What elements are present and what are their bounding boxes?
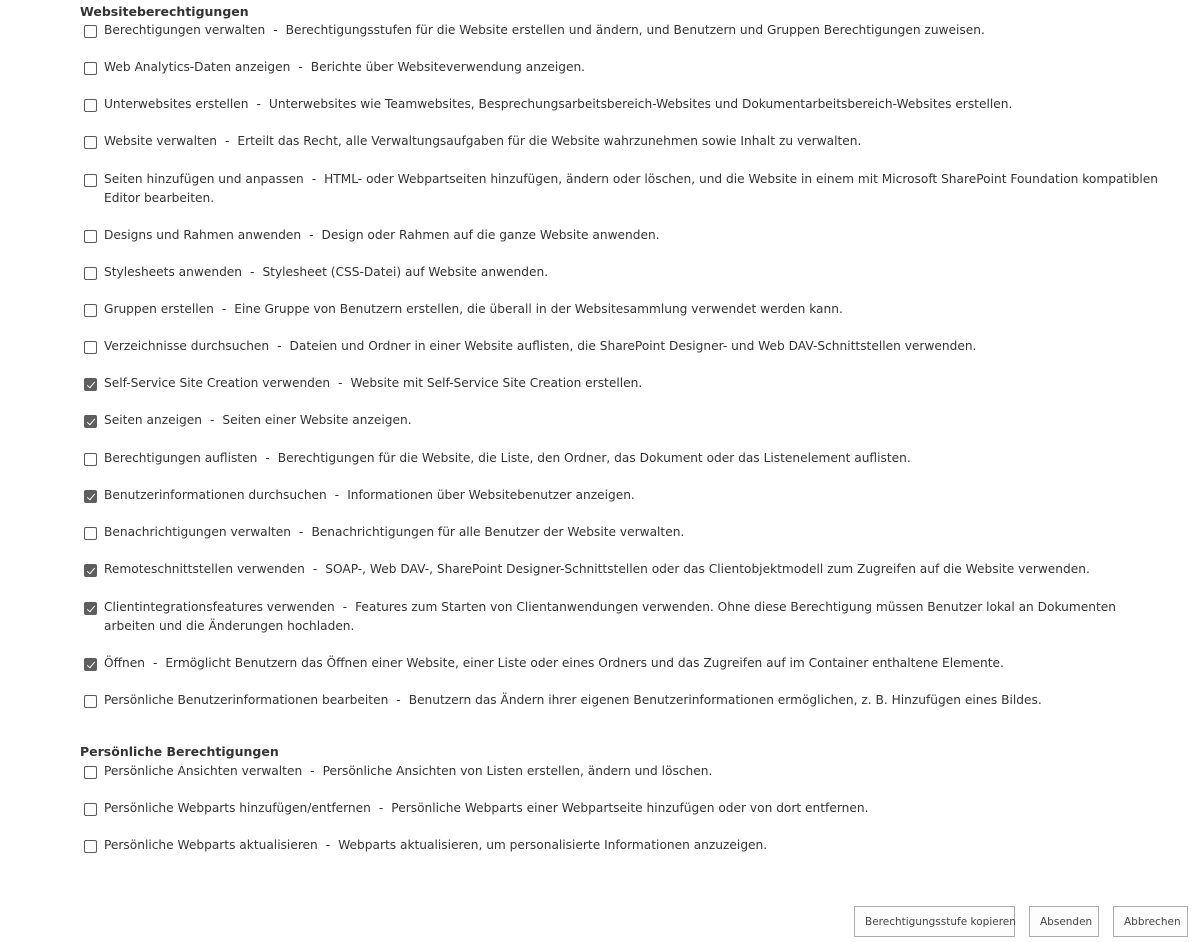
permission-text [104, 836, 767, 855]
permission-description: Berichte über Websiteverwendung anzeigen. [310, 60, 586, 74]
permission-separator: - [325, 838, 331, 852]
permission-description: Informationen über Websitebenutzer anzeigen. [347, 488, 635, 502]
permission-name: Persönliche Ansichten verwalten [104, 764, 303, 778]
permission-item [84, 376, 1164, 393]
permission-text [104, 170, 1164, 208]
personal-permissions-title: Persönliche Berechtigungen [80, 744, 279, 759]
permission-separator: - [152, 656, 158, 670]
permission-description: Berechtigungen für die Website, die Liste, den Ordner, das Dokument oder das Listenelement auflisten. [277, 451, 911, 465]
permission-checkbox[interactable] [84, 415, 97, 428]
permission-name: Gruppen erstellen [104, 302, 214, 316]
permission-separator: - [298, 60, 303, 74]
permission-item [84, 488, 1164, 505]
permission-checkbox[interactable] [84, 658, 97, 671]
permission-name: Berechtigungen verwalten [104, 23, 266, 37]
permission-separator: - [256, 97, 261, 111]
permission-description: SOAP-, Web DAV-, SharePoint Designer-Schnittstellen oder das Clientobjektmodell zum Zugreifen auf die Website verwenden. [325, 562, 1090, 576]
permission-item [84, 600, 1164, 636]
permission-separator: - [311, 172, 317, 186]
permission-description: Benutzern das Ändern ihrer eigenen Benutzerinformationen ermöglichen, z. B. Hinzufügen eines Bildes. [408, 693, 1042, 707]
permission-checkbox[interactable] [84, 62, 97, 75]
permission-item [84, 693, 1164, 710]
permission-description: Unterwebsites wie Teamwebsites, Besprechungsarbeitsbereich-Websites und Dokumentarbeitsbereich-Websites erstellen. [268, 97, 1013, 111]
permission-text [104, 226, 660, 245]
permission-name: Benutzerinformationen durchsuchen [104, 488, 327, 502]
permission-text [104, 691, 1042, 710]
permission-checkbox[interactable] [84, 378, 97, 391]
permission-text [104, 21, 985, 40]
permission-checkbox[interactable] [84, 230, 97, 243]
permission-description: Berechtigungsstufen für die Website erstellen und ändern, und Benutzern und Gruppen Berechtigungen zuweisen. [285, 23, 985, 37]
permission-item [84, 172, 1164, 208]
permission-description: Dateien und Ordner in einer Website auflisten, die SharePoint Designer- und Web DAV-Schnittstellen verwenden. [289, 339, 977, 353]
permission-separator: - [273, 23, 278, 37]
permission-separator: - [342, 600, 348, 614]
permission-name: Designs und Rahmen anwenden [104, 228, 302, 242]
permission-text [104, 762, 712, 781]
permission-description: Design oder Rahmen auf die ganze Website anwenden. [321, 228, 660, 242]
permission-checkbox[interactable] [84, 490, 97, 503]
permission-separator: - [334, 488, 340, 502]
permission-description: Persönliche Ansichten von Listen erstellen, ändern und löschen. [322, 764, 713, 778]
permission-description: Ermöglicht Benutzern das Öffnen einer Website, einer Liste oder eines Ordners und das Zugreifen auf im Container enthaltene Elemente. [165, 656, 1004, 670]
permission-text [104, 263, 548, 282]
permission-name: Persönliche Benutzerinformationen bearbeiten [104, 693, 389, 707]
permission-text [104, 95, 1012, 114]
permission-item [84, 801, 1164, 818]
permission-checkbox[interactable] [84, 25, 97, 38]
permission-checkbox[interactable] [84, 602, 97, 615]
permission-name: Persönliche Webparts hinzufügen/entfernen [104, 801, 371, 815]
permission-name: Stylesheets anwenden [104, 265, 243, 279]
permission-item [84, 525, 1164, 542]
permission-text [104, 411, 412, 430]
permission-name: Remoteschnittstellen verwenden [104, 562, 305, 576]
permission-text [104, 337, 976, 356]
permission-separator: - [312, 562, 318, 576]
permission-name: Self-Service Site Creation verwenden [104, 376, 331, 390]
permission-item [84, 656, 1164, 673]
permission-text [104, 523, 684, 542]
permission-checkbox[interactable] [84, 174, 97, 187]
permission-description: Erteilt das Recht, alle Verwaltungsaufgaben für die Website wahrzunehmen sowie Inhalt zu verwalten. [237, 134, 862, 148]
permission-text [104, 300, 843, 319]
permission-checkbox[interactable] [84, 527, 97, 540]
permission-checkbox[interactable] [84, 99, 97, 112]
permission-checkbox[interactable] [84, 136, 97, 149]
permission-checkbox[interactable] [84, 803, 97, 816]
permission-separator: - [225, 134, 230, 148]
permission-separator: - [265, 451, 270, 465]
permission-checkbox[interactable] [84, 453, 97, 466]
permission-checkbox[interactable] [84, 766, 97, 779]
cancel-button[interactable]: Abbrechen [1113, 906, 1188, 937]
permission-separator: - [250, 265, 255, 279]
permission-text [104, 58, 585, 77]
permission-checkbox[interactable] [84, 304, 97, 317]
permission-description: Persönliche Webparts einer Webpartseite hinzufügen oder von dort entfernen. [391, 801, 869, 815]
site-permissions-title: Websiteberechtigungen [80, 4, 249, 19]
permission-checkbox[interactable] [84, 564, 97, 577]
copy-permission-level-button[interactable]: Berechtigungsstufe kopieren [854, 906, 1015, 937]
permission-description: Eine Gruppe von Benutzern erstellen, die überall in der Websitesammlung verwendet werden kann. [234, 302, 843, 316]
permission-text [104, 654, 1004, 673]
permission-checkbox[interactable] [84, 341, 97, 354]
permission-separator: - [299, 525, 304, 539]
permission-separator: - [378, 801, 384, 815]
permission-name: Berechtigungen auflisten [104, 451, 258, 465]
permission-checkbox[interactable] [84, 840, 97, 853]
permission-description: Features zum Starten von Clientanwendungen verwenden. Ohne diese Berechtigung müssen Benutzer lokal an Dokumenten arbeiten und die Änderungen hochladen. [104, 600, 1117, 633]
permission-separator: - [309, 228, 314, 242]
permission-text [104, 799, 868, 818]
permission-text [104, 449, 911, 468]
permission-name: Unterwebsites erstellen [104, 97, 249, 111]
permission-item [84, 97, 1164, 114]
permission-item [84, 339, 1164, 356]
permission-name: Seiten hinzufügen und anpassen [104, 172, 304, 186]
permission-item [84, 451, 1164, 468]
permission-description: Seiten einer Website anzeigen. [222, 413, 412, 427]
permission-description: Webparts aktualisieren, um personalisierte Informationen anzuzeigen. [338, 838, 768, 852]
permission-checkbox[interactable] [84, 267, 97, 280]
permission-name: Verzeichnisse durchsuchen [104, 339, 270, 353]
permission-name: Web Analytics-Daten anzeigen [104, 60, 291, 74]
permission-item [84, 265, 1164, 282]
submit-button[interactable]: Absenden [1029, 906, 1099, 937]
permission-text [104, 598, 1164, 636]
permission-name: Öffnen [104, 656, 145, 670]
permission-separator: - [277, 339, 282, 353]
permission-separator: - [310, 764, 315, 778]
permission-text [104, 374, 642, 393]
permission-item [84, 838, 1164, 855]
permission-item [84, 764, 1164, 781]
permission-name: Seiten anzeigen [104, 413, 202, 427]
permission-separator: - [338, 376, 343, 390]
permission-text [104, 486, 635, 505]
permission-item [84, 302, 1164, 319]
permission-description: Benachrichtigungen für alle Benutzer der Website verwalten. [311, 525, 685, 539]
permission-item [84, 60, 1164, 77]
permission-item [84, 228, 1164, 245]
permission-separator: - [209, 413, 215, 427]
permission-name: Benachrichtigungen verwalten [104, 525, 292, 539]
permission-checkbox[interactable] [84, 695, 97, 708]
permission-item [84, 23, 1164, 40]
permission-name: Persönliche Webparts aktualisieren [104, 838, 318, 852]
permission-name: Website verwalten [104, 134, 218, 148]
permission-item [84, 562, 1164, 579]
permission-description: HTML- oder Webpartseiten hinzufügen, ändern oder löschen, und die Website in einem mit Microsoft SharePoint Foundation kompatiblen Editor bearbeiten. [104, 172, 1158, 205]
permission-separator: - [396, 693, 401, 707]
permission-text [104, 560, 1090, 579]
permission-text [104, 132, 861, 151]
permission-name: Clientintegrationsfeatures verwenden [104, 600, 335, 614]
permission-description: Website mit Self-Service Site Creation erstellen. [350, 376, 643, 390]
permission-separator: - [221, 302, 227, 316]
permission-description: Stylesheet (CSS-Datei) auf Website anwenden. [262, 265, 549, 279]
permission-item [84, 413, 1164, 430]
permission-item [84, 134, 1164, 151]
